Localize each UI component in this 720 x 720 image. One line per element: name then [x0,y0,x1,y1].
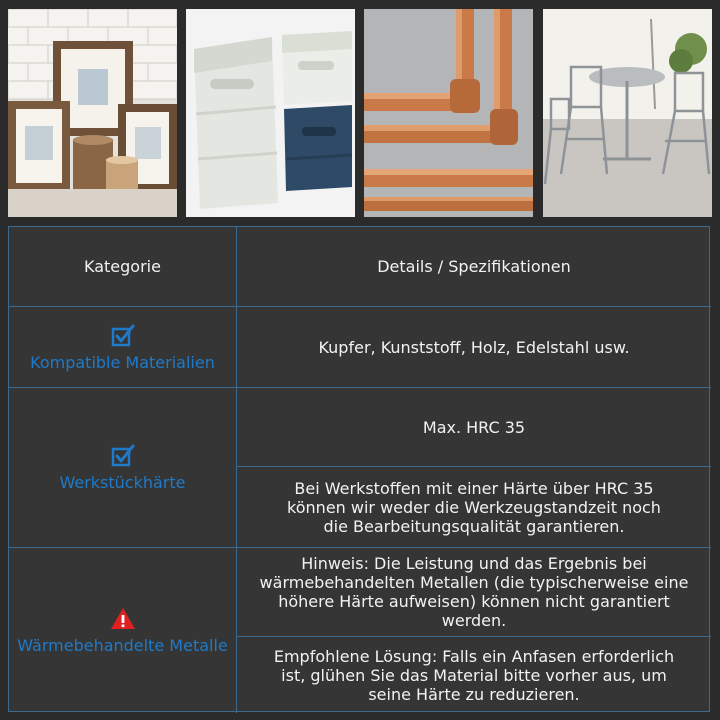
checkbox-icon [110,323,136,349]
details-hardness-note: Bei Werkstoffen mit einer Härte über HRC 35 können wir weder die Werkzeugstandzeit noch die Bearbeitungsqualität garantieren. [287,478,661,536]
category-label: Wärmebehandelte Metalle [17,636,228,655]
warning-icon [110,606,136,632]
specification-table [8,226,710,712]
category-compatible-materials [9,307,236,387]
copper-pipes-photo [364,9,533,217]
header-details: Details / Spezifikationen [377,257,571,276]
picture-frames-photo [8,9,177,217]
category-heat-treated-metals [9,548,236,713]
steel-furniture-photo [543,9,712,217]
details-recommended-solution: Empfohlene Lösung: Falls ein Anfasen erforderlich ist, glühen Sie das Material bitte vorher aus, um seine Härte zu reduzieren. [273,646,675,704]
details-heat-treated-note: Hinweis: Die Leistung und das Ergebnis bei wärmebehandelten Metallen (die typischerweise eine höhere Härte aufweisen) können nicht garantiert werden. [259,554,689,630]
header-category: Kategorie [84,257,161,276]
photo-strip [8,9,712,217]
details-compatible-materials: Kupfer, Kunststoff, Holz, Edelstahl usw. [318,337,630,357]
details-max-hardness: Max. HRC 35 [422,417,526,437]
category-label: Werkstückhärte [59,473,186,492]
category-label: Kompatible Materialien [30,352,215,372]
category-workpiece-hardness [9,388,236,547]
checkbox-icon [110,443,136,469]
storage-crates-photo [186,9,355,217]
